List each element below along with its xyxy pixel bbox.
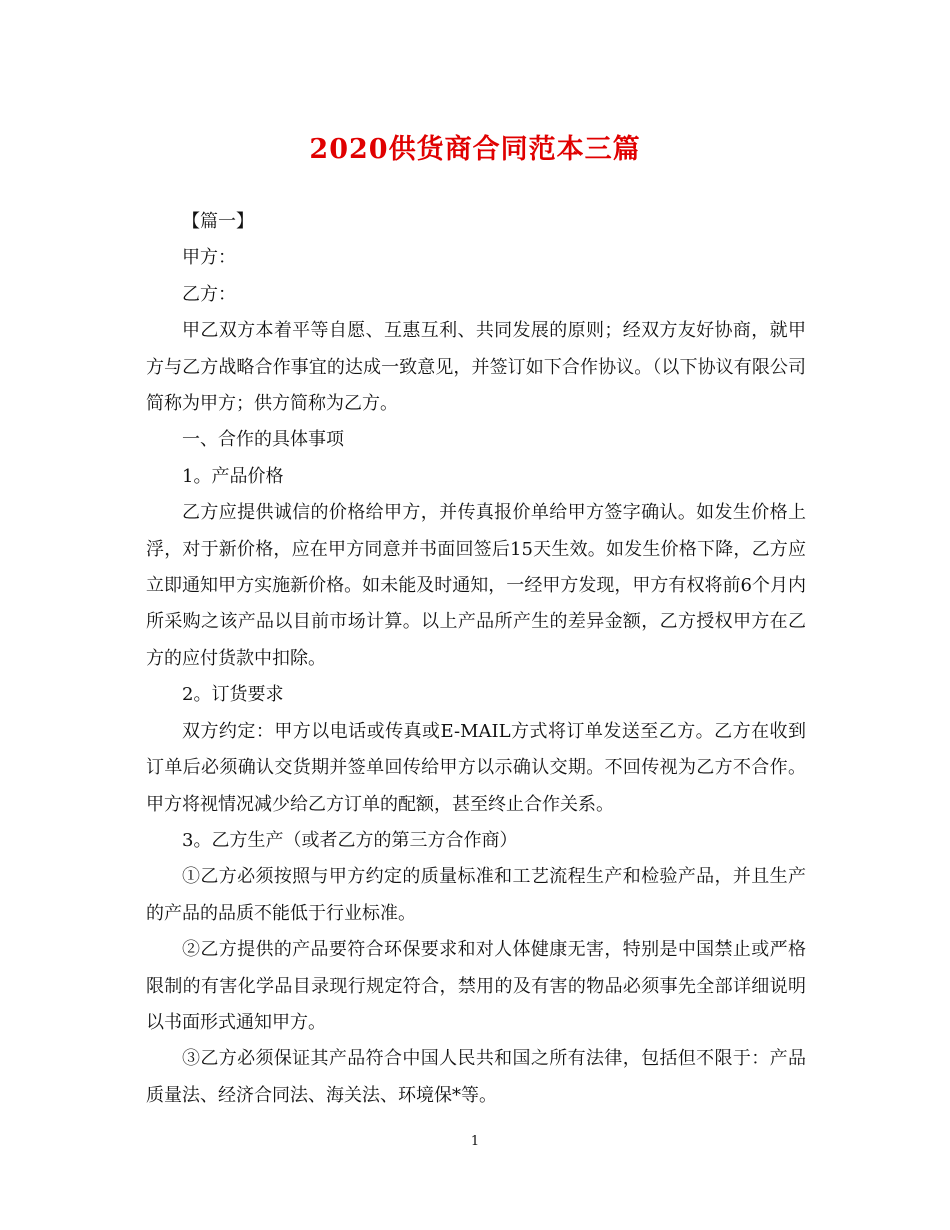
- page-number: 1: [470, 1134, 480, 1149]
- production-item-2: ②乙方提供的产品要符合环保要求和对人体健康无害，特别是中国禁止或严格限制的有害化学品目录现行规定符合，禁用的及有害的物品必须事先全部详细说明以书面形式通知甲方。: [146, 939, 806, 1033]
- production-item-1: ①乙方必须按照与甲方约定的质量标准和工艺流程生产和检验产品，并且生产的产品的品质不能低于行业标准。: [146, 866, 806, 924]
- price-paragraph: 乙方应提供诚信的价格给甲方，并传真报价单给甲方签字确认。如发生价格上浮，对于新价格，应在甲方同意并书面回签后15天生效。如发生价格下降，乙方应立即通知甲方实施新价格。如未能及时通知，一经甲方发现，甲方有权将前6个月内所采购之该产品以目前市场计算。以上产品所产生的差异金额，乙方授权甲方在乙方的应付货款中扣除。: [146, 502, 806, 669]
- preamble-paragraph: 甲乙双方本着平等自愿、互惠互利、共同发展的原则；经双方友好协商，就甲方与乙方战略合作事宜的达成一致意见，并签订如下合作协议。（以下协议有限公司简称为甲方；供方简称为乙方。: [146, 320, 806, 415]
- order-paragraph: 双方约定：甲方以电话或传真或E-MAIL方式将订单发送至乙方。乙方在收到订单后必须确认交货期并签单回传给甲方以示确认交期。不回传视为乙方不合作。甲方将视情况减少给乙方订单的配额，甚至终止合作关系。: [146, 720, 806, 815]
- order-heading: 2。订货要求: [182, 684, 284, 706]
- document-title: 2020供货商合同范本三篇: [309, 134, 641, 165]
- party-b-label: 乙方：: [182, 283, 236, 305]
- production-heading: 3。乙方生产（或者乙方的第三方合作商）: [182, 829, 518, 851]
- document-body: [146, 204, 806, 1114]
- price-heading: 1。产品价格: [182, 465, 284, 487]
- section-heading: 【篇一】: [182, 211, 254, 232]
- production-item-3: ③乙方必须保证其产品符合中国人民共和国之所有法律，包括但不限于：产品质量法、经济合同法、海关法、环境保*等。: [146, 1048, 806, 1106]
- party-a-label: 甲方：: [182, 247, 236, 269]
- cooperation-heading: 一、合作的具体事项: [182, 429, 344, 451]
